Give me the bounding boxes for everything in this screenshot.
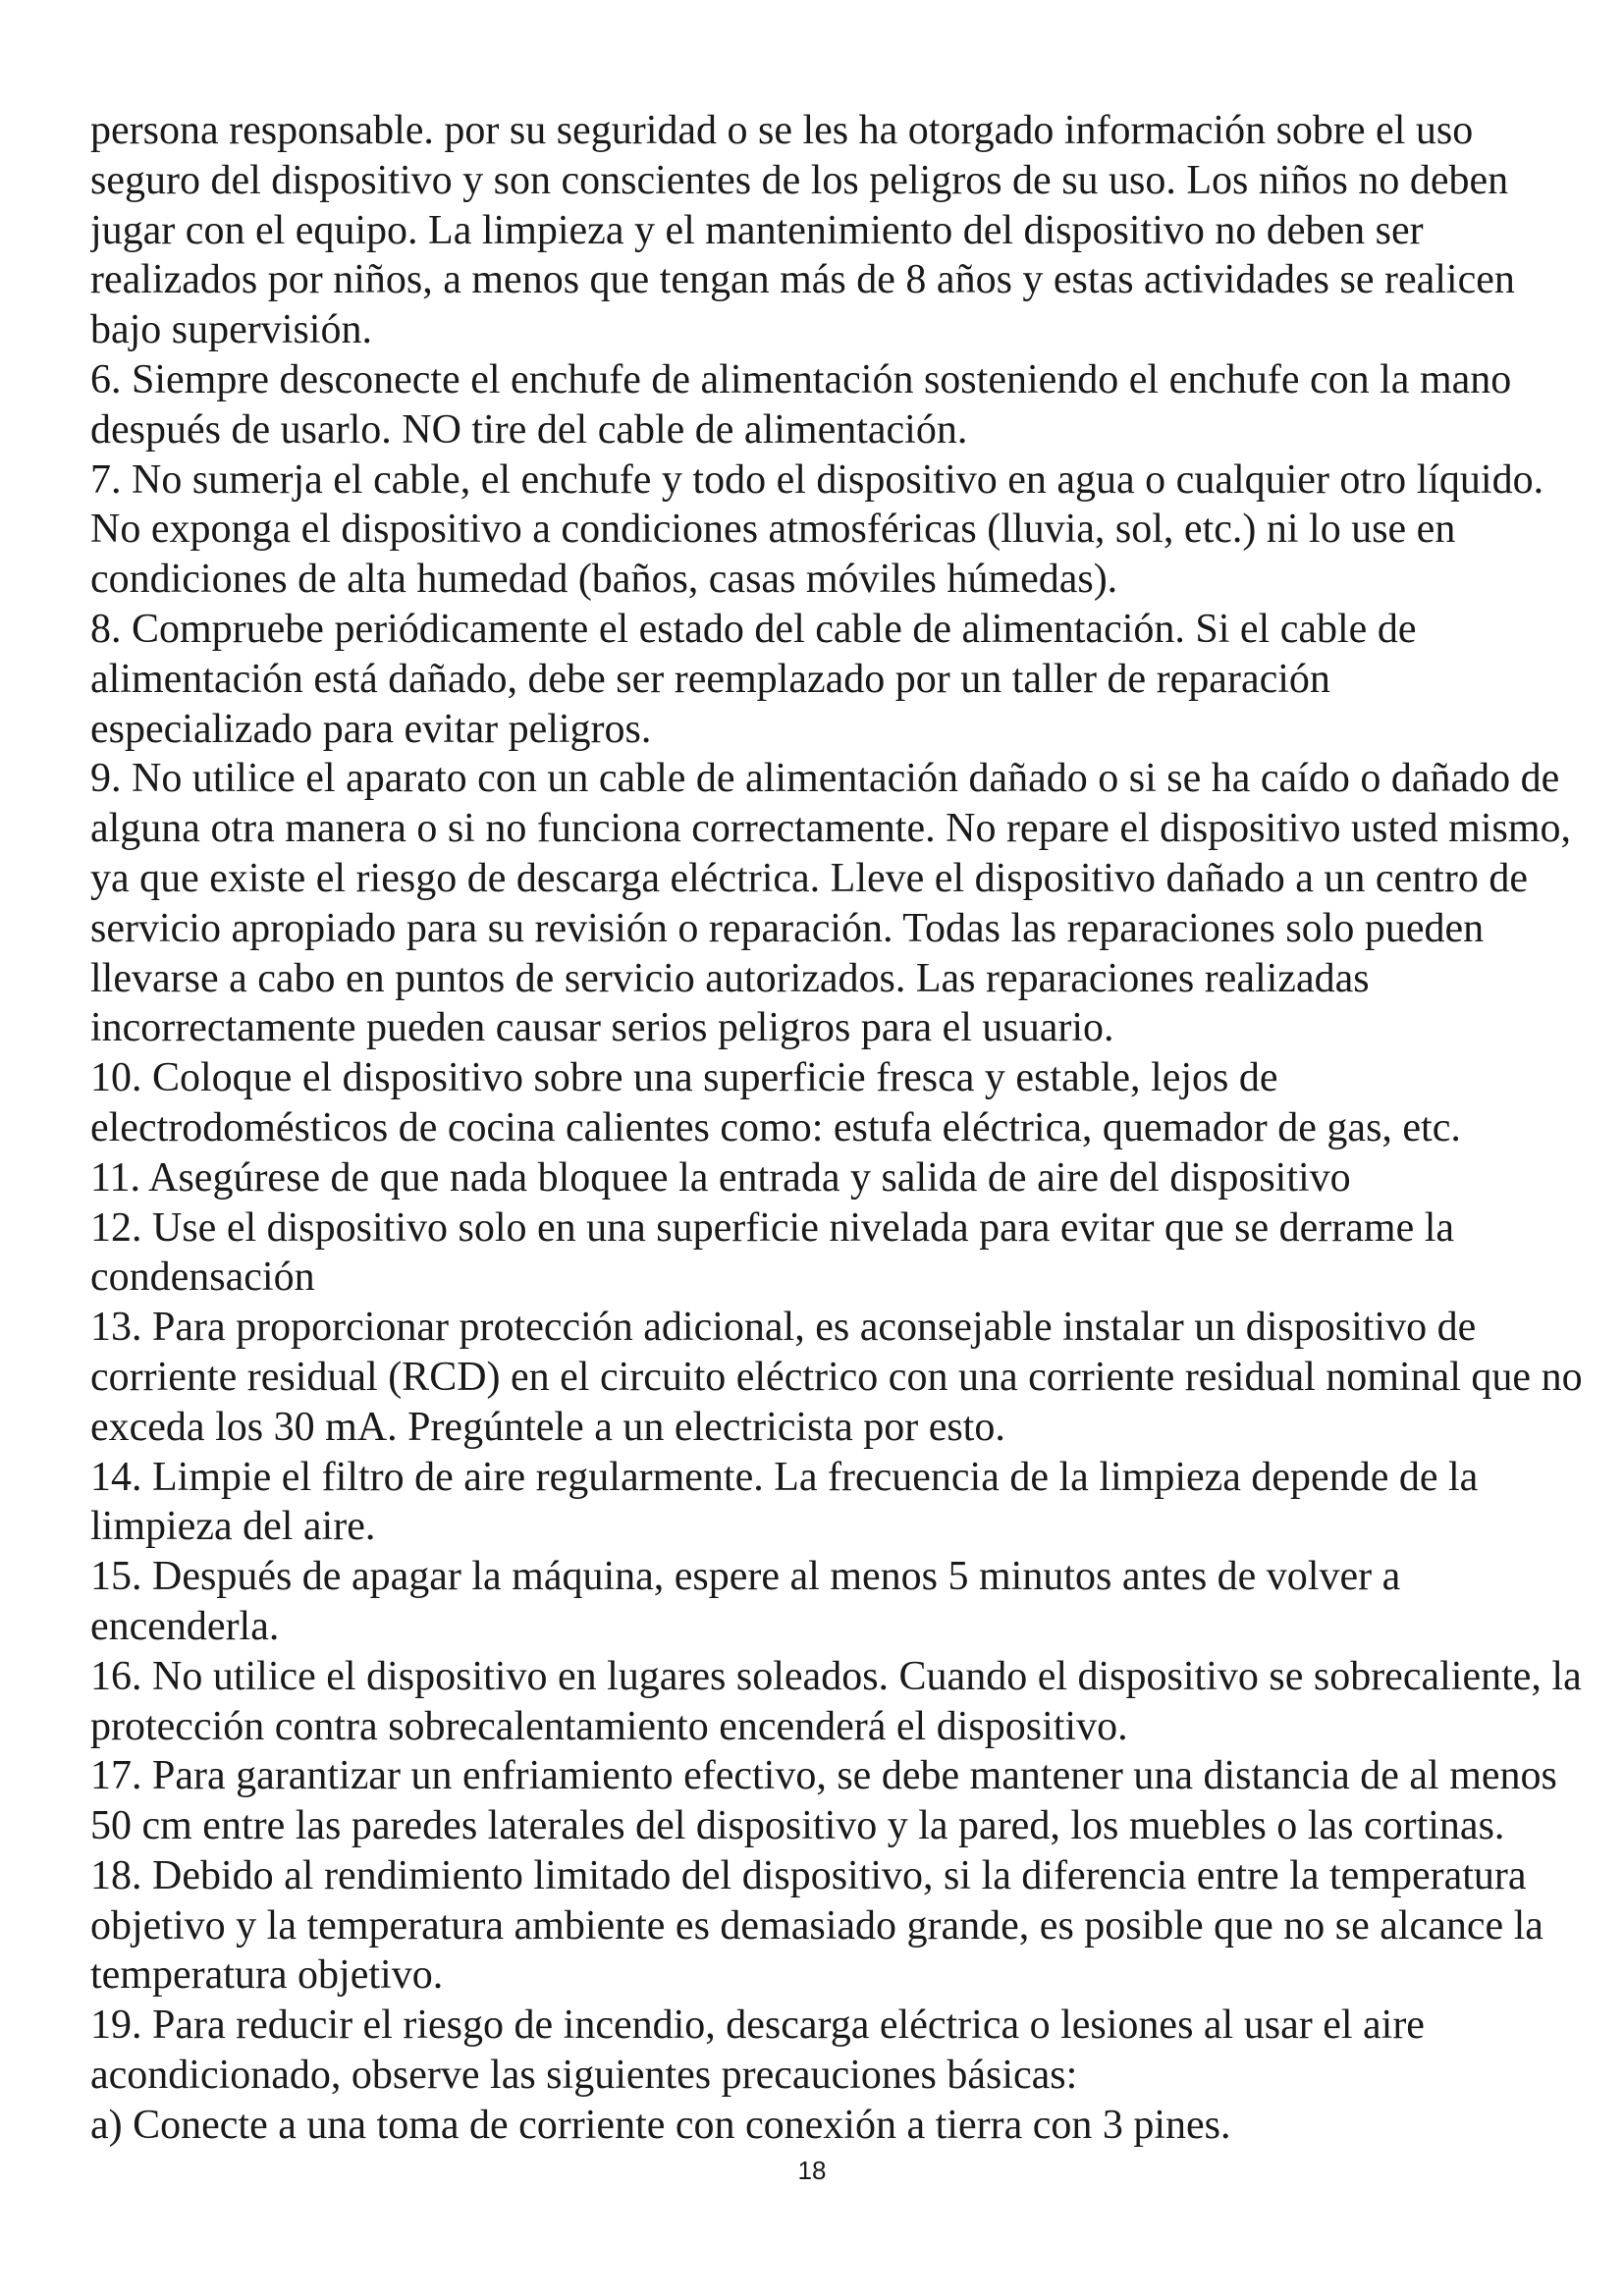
text-line: realizados por niños, a menos que tengan más de 8 años y estas actividades se realicen: [90, 257, 1515, 303]
text-line: 12. Use el dispositivo solo en una superficie nivelada para evitar que se derrame la: [90, 1204, 1455, 1251]
text-line: protección contra sobrecalentamiento encenderá el dispositivo.: [90, 1703, 1128, 1749]
text-line: No exponga el dispositivo a condiciones atmosféricas (lluvia, sol, etc.) ni lo use en: [90, 507, 1456, 553]
text-line: exceda los 30 mA. Pregúntele a un electricista por esto.: [90, 1404, 1005, 1450]
text-line: condensación: [90, 1255, 315, 1301]
text-line: incorrectamente pueden causar serios peligros para el usuario.: [90, 1005, 1114, 1051]
text-line: temperatura objetivo.: [90, 1952, 444, 1999]
text-line: 18. Debido al rendimiento limitado del dispositivo, si la diferencia entre la temperatura: [90, 1852, 1527, 1898]
page-number: 18: [797, 2156, 827, 2185]
text-line: alimentación está dañado, debe ser reemplazado por un taller de reparación: [90, 656, 1330, 702]
text-line: 11. Asegúrese de que nada bloquee la entrada y salida de aire del dispositivo: [90, 1154, 1351, 1201]
text-line: condiciones de alta humedad (baños, casas móviles húmedas).: [90, 557, 1118, 603]
text-line: alguna otra manera o si no funciona correctamente. No repare el dispositivo usted mismo,: [90, 806, 1572, 852]
text-line: 50 cm entre las paredes laterales del dispositivo y la pared, los muebles o las cortinas.: [90, 1803, 1505, 1849]
text-line: electrodomésticos de cocina calientes como: estufa eléctrica, quemador de gas, etc.: [90, 1104, 1461, 1150]
text-line: acondicionado, observe las siguientes precauciones básicas:: [90, 2053, 1078, 2099]
text-line: a) Conecte a una toma de corriente con conexión a tierra con 3 pines.: [90, 2102, 1231, 2148]
text-line: persona responsable. por su seguridad o se les ha otorgado información sobre el uso: [90, 108, 1474, 153]
text-line: encenderla.: [90, 1603, 280, 1649]
text-line: llevarse a cabo en puntos de servicio autorizados. Las reparaciones realizadas: [90, 955, 1370, 1001]
text-line: servicio apropiado para su revisión o reparación. Todas las reparaciones solo pueden: [90, 905, 1485, 951]
text-line: ya que existe el riesgo de descarga eléctrica. Lleve el dispositivo dañado a un centro de: [90, 855, 1528, 901]
text-line: 7. No sumerja el cable, el enchufe y todo el dispositivo en agua o cualquier otro líquido.: [90, 456, 1544, 503]
text-line: 14. Limpie el filtro de aire regularmente. La frecuencia de la limpieza depende de la: [90, 1454, 1479, 1500]
text-line: 17. Para garantizar un enfriamiento efectivo, se debe mantener una distancia de al menos: [90, 1753, 1557, 1799]
text-line: 8. Compruebe periódicamente el estado del cable de alimentación. Si el cable de: [90, 606, 1417, 652]
text-line: 6. Siempre desconecte el enchufe de alimentación sosteniendo el enchufe con la mano: [90, 356, 1512, 402]
text-line: 15. Después de apagar la máquina, espere al menos 5 minutos antes de volver a: [90, 1554, 1401, 1600]
text-line: limpieza del aire.: [90, 1504, 376, 1550]
text-line: seguro del dispositivo y son conscientes de los peligros de su uso. Los niños no deben: [90, 157, 1509, 203]
text-line: 10. Coloque el dispositivo sobre una superficie fresca y estable, lejos de: [90, 1055, 1278, 1101]
text-line: especializado para evitar peligros.: [90, 706, 652, 752]
text-line: 13. Para proporcionar protección adicional, es aconsejable instalar un dispositivo de: [90, 1305, 1477, 1351]
text-line: bajo supervisión.: [90, 307, 372, 353]
text-line: corriente residual (RCD) en el circuito eléctrico con una corriente residual nominal que no: [90, 1354, 1583, 1400]
body-text: [90, 106, 1624, 2151]
text-line: jugar con el equipo. La limpieza y el mantenimiento del dispositivo no deben ser: [90, 207, 1424, 253]
text-line: 19. Para reducir el riesgo de incendio, descarga eléctrica o lesiones al usar el aire: [90, 2002, 1425, 2049]
text-line: 9. No utilice el aparato con un cable de alimentación dañado o si se ha caído o dañado de: [90, 756, 1560, 802]
text-line: 16. No utilice el dispositivo en lugares soleados. Cuando el dispositivo se sobrecaliente, la: [90, 1653, 1582, 1699]
text-line: después de usarlo. NO tire del cable de alimentación.: [90, 406, 968, 453]
text-line: objetivo y la temperatura ambiente es demasiado grande, es posible que no se alcance la: [90, 1902, 1543, 1949]
